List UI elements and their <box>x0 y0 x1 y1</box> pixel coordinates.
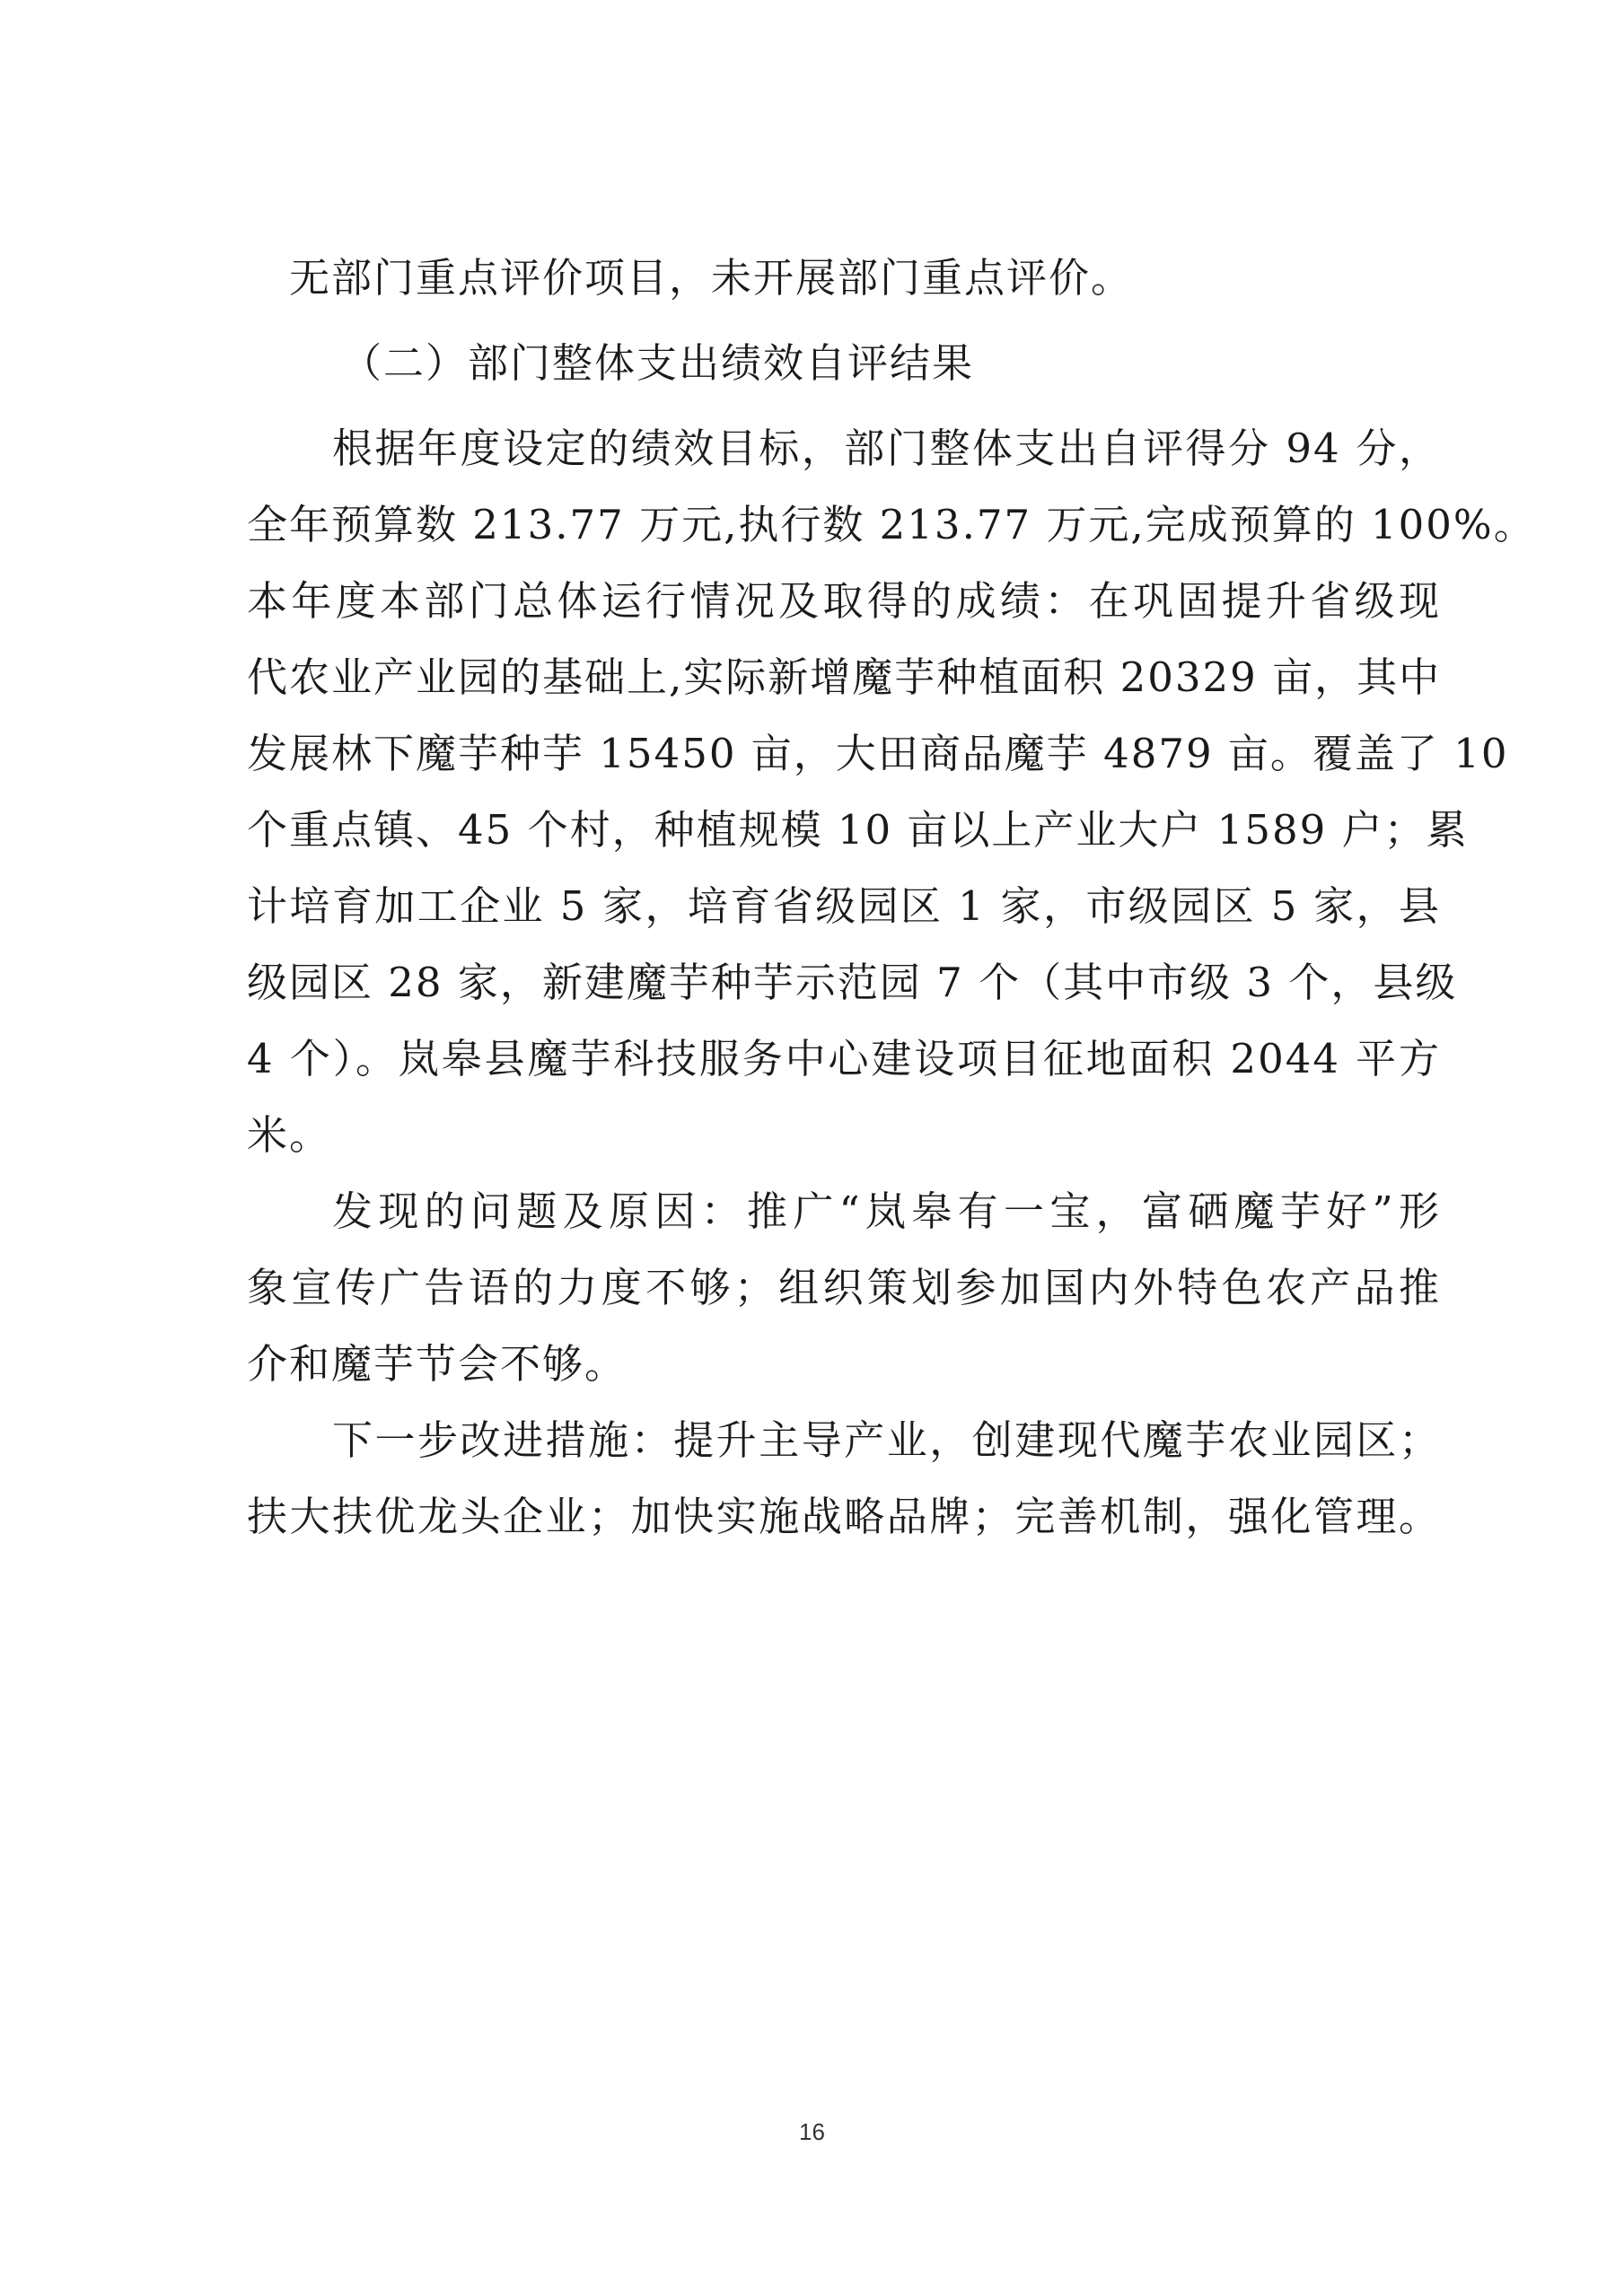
paragraph-line: 计培育加工企业 5 家，培育省级园区 1 家，市级园区 5 家，县 <box>247 882 1441 930</box>
paragraph-line: 介和魔芋节会不够。 <box>247 1340 628 1388</box>
paragraph-line: 发展林下魔芋种芋 15450 亩，大田商品魔芋 4879 亩。覆盖了 10 <box>247 730 1509 777</box>
paragraph-line: 米。 <box>247 1111 332 1159</box>
paragraph-line: 发现的问题及原因：推广“岚皋有一宝，富硒魔芋好”形 <box>332 1187 1441 1235</box>
intro-line: 无部门重点评价项目，未开展部门重点评价。 <box>289 254 1134 302</box>
paragraph-line: 下一步改进措施：提升主导产业，创建现代魔芋农业园区； <box>332 1416 1441 1464</box>
paragraph-line: 4 个）。岚皋县魔芋科技服务中心建设项目征地面积 2044 平方 <box>247 1035 1441 1082</box>
paragraph-line: 级园区 28 家，新建魔芋种芋示范园 7 个（其中市级 3 个，县级 <box>247 959 1458 1006</box>
page-number: 16 <box>799 2118 825 2145</box>
paragraph-line: 象宣传广告语的力度不够；组织策划参加国内外特色农产品推 <box>247 1264 1441 1311</box>
paragraph-line: 个重点镇、45 个村，种植规模 10 亩以上产业大户 1589 户；累 <box>247 806 1469 854</box>
paragraph-line: 全年预算数 213.77 万元,执行数 213.77 万元,完成预算的 100%。 <box>247 501 1536 548</box>
paragraph-line: 代农业产业园的基础上,实际新增魔芋种植面积 20329 亩，其中 <box>247 653 1442 701</box>
paragraph-line: 本年度本部门总体运行情况及取得的成绩：在巩固提升省级现 <box>247 577 1441 625</box>
paragraph-line: 根据年度设定的绩效目标，部门整体支出自评得分 94 分， <box>332 425 1441 472</box>
paragraph-line: 扶大扶优龙头企业；加快实施战略品牌；完善机制，强化管理。 <box>247 1493 1441 1540</box>
section-heading: （二）部门整体支出绩效自评结果 <box>341 339 975 387</box>
